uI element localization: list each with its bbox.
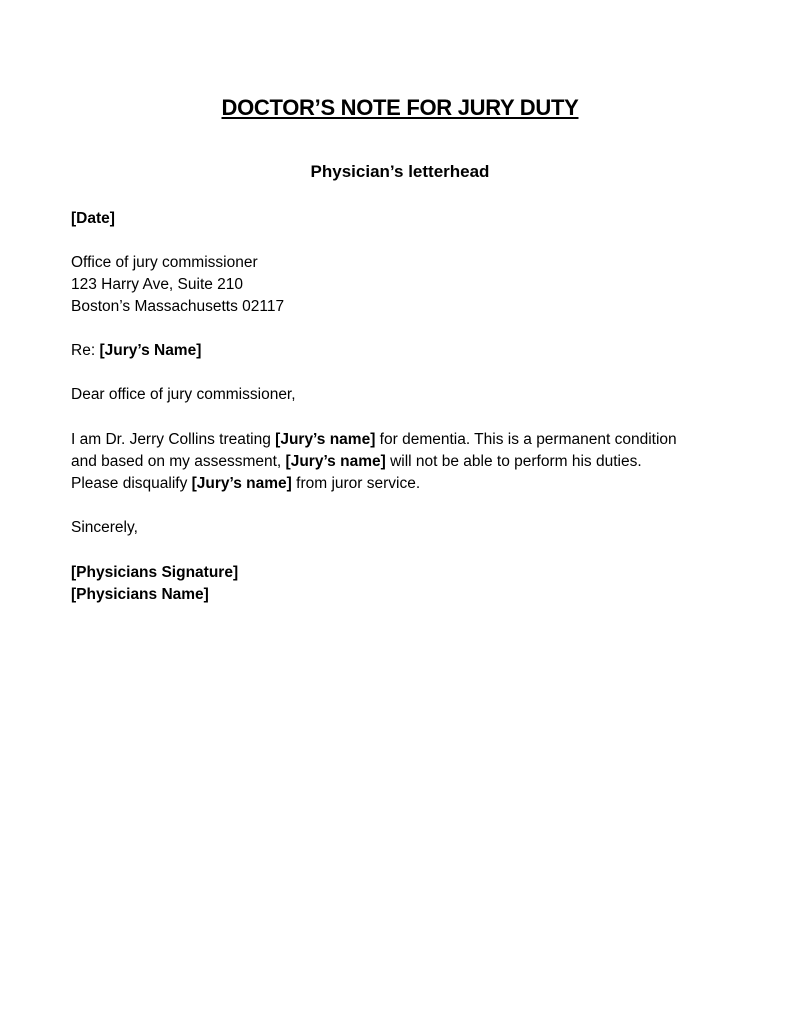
body-text: will not be able to perform his duties. [385,453,642,470]
closing: Sincerely, [71,519,138,536]
jury-name-placeholder: [Jury’s name] [191,475,292,492]
body-line-1 [71,429,677,451]
jury-name-placeholder: [Jury’s name] [275,431,376,448]
recipient-line-3: Boston’s Massachusetts 02117 [71,298,285,315]
jury-name-placeholder: [Jury’s name] [285,453,386,470]
body-text: and based on my assessment, [71,453,286,470]
body-line-2 [71,451,642,473]
re-label: Re: [71,342,96,359]
recipient-line-2: 123 Harry Ave, Suite 210 [71,276,244,293]
body-text: Please disqualify [71,475,192,492]
re-jury-name: [Jury’s Name] [99,342,202,359]
body-text: for dementia. This is a permanent condition [375,431,677,448]
date-placeholder: [Date] [71,210,115,227]
recipient-line-1: Office of jury commissioner [71,254,258,271]
document-title: DOCTOR’S NOTE FOR JURY DUTY [221,95,579,120]
body-text: I am Dr. Jerry Collins treating [71,431,276,448]
physician-name-placeholder: [Physicians Name] [71,586,209,603]
body-line-3 [71,473,420,495]
salutation: Dear office of jury commissioner, [71,386,296,403]
body-text: from juror service. [291,475,421,492]
re-line [71,340,201,362]
letterhead-heading: Physician’s letterhead [310,162,490,181]
signature-placeholder: [Physicians Signature] [71,564,239,581]
